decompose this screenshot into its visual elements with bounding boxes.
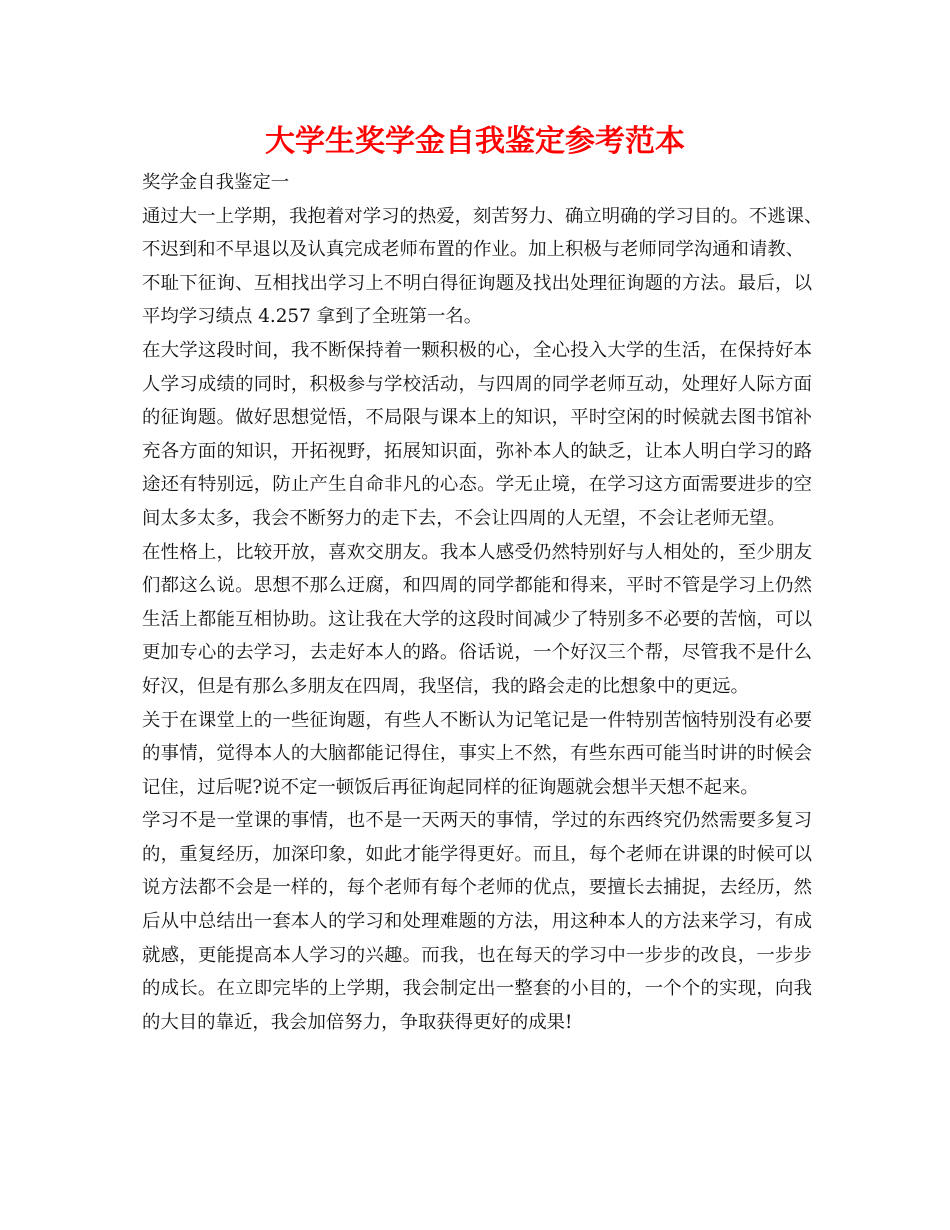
text-line: 更加专心的去学习，去走好本人的路。俗话说，一个好汉三个帮，尽管我不是什么 — [142, 642, 812, 664]
text-line: 生活上都能互相协助。这让我在大学的这段时间减少了特别多不必要的苦恼，可以 — [142, 608, 812, 630]
text-line: 们都这么说。思想不那么迂腐，和四周的同学都能和得来，平时不管是学习上仍然 — [142, 575, 812, 597]
text-line: 通过大一上学期，我抱着对学习的热爱，刻苦努力、确立明确的学习目的。不逃课、 — [142, 205, 823, 227]
document-body — [142, 166, 823, 1039]
text-line: 的，重复经历，加深印象，如此才能学得更好。而且，每个老师在讲课的时候可以 — [142, 843, 812, 865]
text-line: 好汉，但是有那么多朋友在四周，我坚信，我的路会走的比想象中的更远。 — [142, 675, 749, 697]
text-line: 的成长。在立即完毕的上学期，我会制定出一整套的小目的，一个个的实现，向我 — [142, 978, 812, 1000]
text-line: 在大学这段时间，我不断保持着一颗积极的心，全心投入大学的生活，在保持好本 — [142, 339, 812, 361]
text-line: 后从中总结出一套本人的学习和处理难题的方法，用这种本人的方法来学习，有成 — [142, 911, 812, 933]
text-line: 途还有特别远，防止产生自命非凡的心态。学无止境，在学习这方面需要进步的空 — [142, 474, 812, 496]
text-line: 的大目的靠近，我会加倍努力，争取获得更好的成果! — [142, 1011, 573, 1033]
text-line: 的事情，觉得本人的大脑都能记得住，事实上不然，有些东西可能当时讲的时候会 — [142, 743, 812, 765]
text-line: 间太多太多，我会不断努力的走下去，不会让四周的人无望，不会让老师无望。 — [142, 507, 786, 529]
text-line: 记住，过后呢?说不定一顿饭后再征询起同样的征询题就会想半天想不起来。 — [142, 776, 759, 798]
text-line: 平均学习绩点 4.257 拿到了全班第一名。 — [142, 306, 483, 328]
text-line: 不迟到和不早退以及认真完成老师布置的作业。加上积极与老师同学沟通和请教、 — [142, 239, 805, 261]
text-line: 说方法都不会是一样的，每个老师有每个老师的优点，要擅长去捕捉，去经历，然 — [142, 877, 812, 899]
text-line: 就感，更能提高本人学习的兴趣。而我，也在每天的学习中一步步的改良，一步步 — [142, 944, 812, 966]
text-line: 在性格上，比较开放，喜欢交朋友。我本人感受仍然特别好与人相处的，至少朋友 — [142, 541, 812, 563]
text-line: 关于在课堂上的一些征询题，有些人不断认为记笔记是一件特别苦恼特别没有必要 — [142, 709, 812, 731]
text-line: 人学习成绩的同时，积极参与学校活动，与四周的同学老师互动，处理好人际方面 — [142, 373, 812, 395]
text-line: 不耻下征询、互相找出学习上不明白得征询题及找出处理征询题的方法。最后，以 — [142, 272, 812, 294]
document-title: 大学生奖学金自我鉴定参考范本 — [265, 124, 685, 159]
text-line: 充各方面的知识，开拓视野，拓展知识面，弥补本人的缺乏，让本人明白学习的路 — [142, 440, 812, 462]
section-heading: 奖学金自我鉴定一 — [142, 172, 290, 193]
text-line: 学习不是一堂课的事情，也不是一天两天的事情，学过的东西终究仍然需要多复习 — [142, 810, 812, 832]
text-line: 的征询题。做好思想觉悟，不局限与课本上的知识，平时空闲的时候就去图书馆补 — [142, 407, 812, 429]
